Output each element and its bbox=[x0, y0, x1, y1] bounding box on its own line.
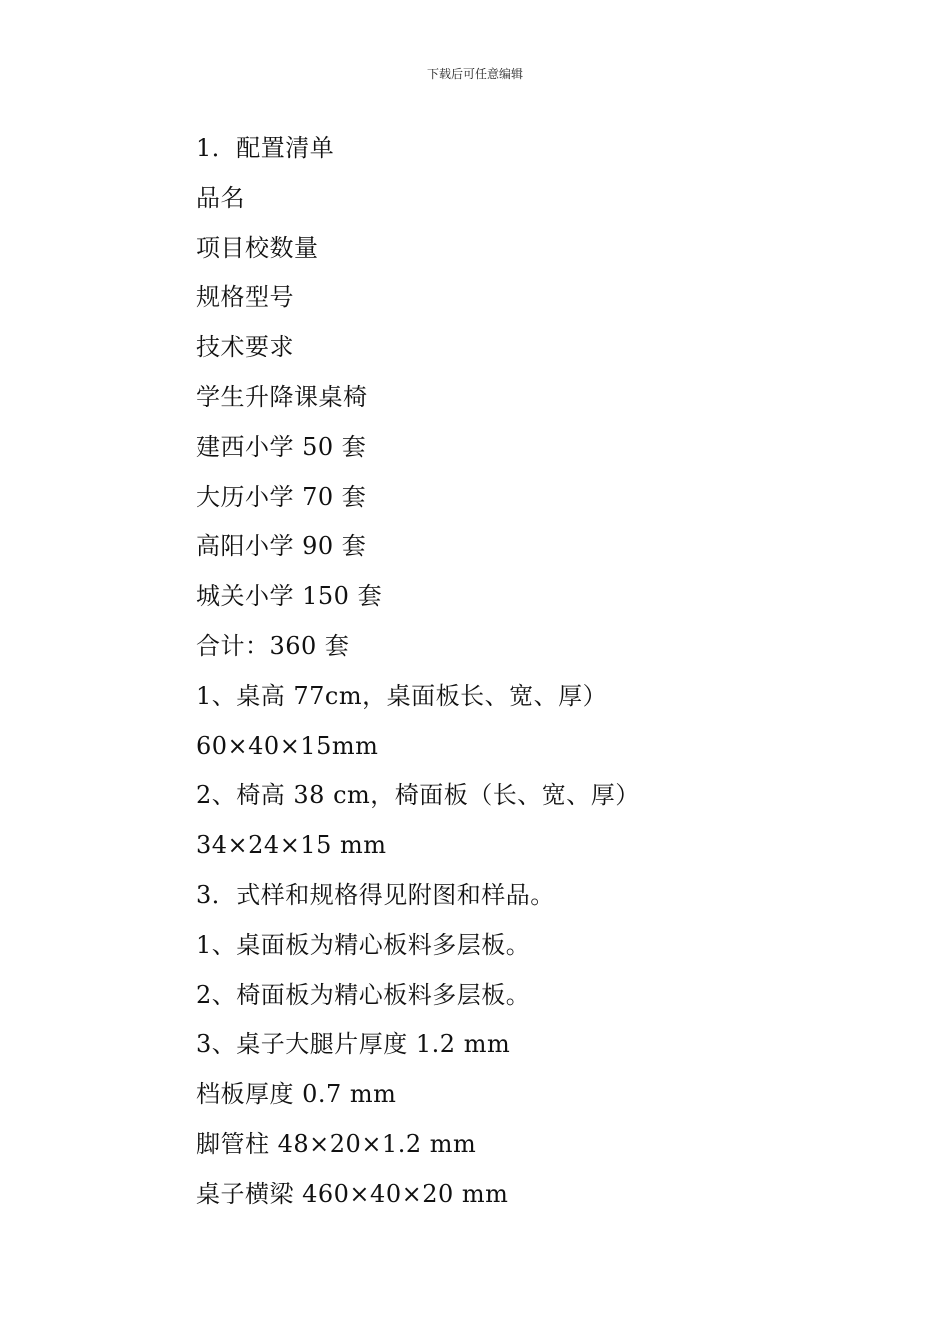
text-line-desk-board: 1、桌面板为精心板料多层板。 bbox=[196, 930, 531, 959]
text-line-tech-requirements: 技术要求 bbox=[196, 333, 294, 362]
text-line-chair-dimensions: 34×24×15 mm bbox=[196, 831, 387, 860]
text-line-spec-model: 规格型号 bbox=[196, 283, 294, 312]
text-line-school-dali: 大历小学 70 套 bbox=[196, 482, 367, 511]
text-line-school-jianxi: 建西小学 50 套 bbox=[196, 432, 367, 461]
document-body bbox=[196, 128, 876, 1224]
text-line-school-chengguan: 城关小学 150 套 bbox=[196, 582, 383, 611]
page-header: 下载后可任意编辑 bbox=[426, 67, 523, 81]
text-line-desk-dimensions: 60×40×15mm bbox=[196, 731, 379, 760]
text-line-product-name: 品名 bbox=[196, 183, 245, 212]
text-line-chair-board: 2、椅面板为精心板料多层板。 bbox=[196, 980, 531, 1009]
section-title-config-list: 1．配置清单 bbox=[196, 134, 335, 162]
text-line-product: 学生升降课桌椅 bbox=[196, 382, 368, 411]
text-line-desk-leg-thickness: 3、桌子大腿片厚度 1.2 mm bbox=[196, 1030, 511, 1059]
text-line-desk-height: 1、桌高 77cm，桌面板长、宽、厚） bbox=[196, 681, 608, 710]
text-line-leg-tube: 脚管柱 48×20×1.2 mm bbox=[196, 1129, 477, 1158]
text-line-school-gaoyang: 高阳小学 90 套 bbox=[196, 532, 367, 561]
text-line-style-spec: 3．式样和规格得见附图和样品。 bbox=[196, 880, 555, 909]
text-line-chair-height: 2、椅高 38 cm，椅面板（长、宽、厚） bbox=[196, 781, 640, 810]
text-line-total: 合计：360 套 bbox=[196, 631, 350, 660]
text-line-baffle-thickness: 档板厚度 0.7 mm bbox=[196, 1080, 397, 1109]
text-line-desk-crossbeam: 桌子横梁 460×40×20 mm bbox=[196, 1179, 509, 1208]
text-line-school-quantity: 项目校数量 bbox=[196, 233, 319, 262]
